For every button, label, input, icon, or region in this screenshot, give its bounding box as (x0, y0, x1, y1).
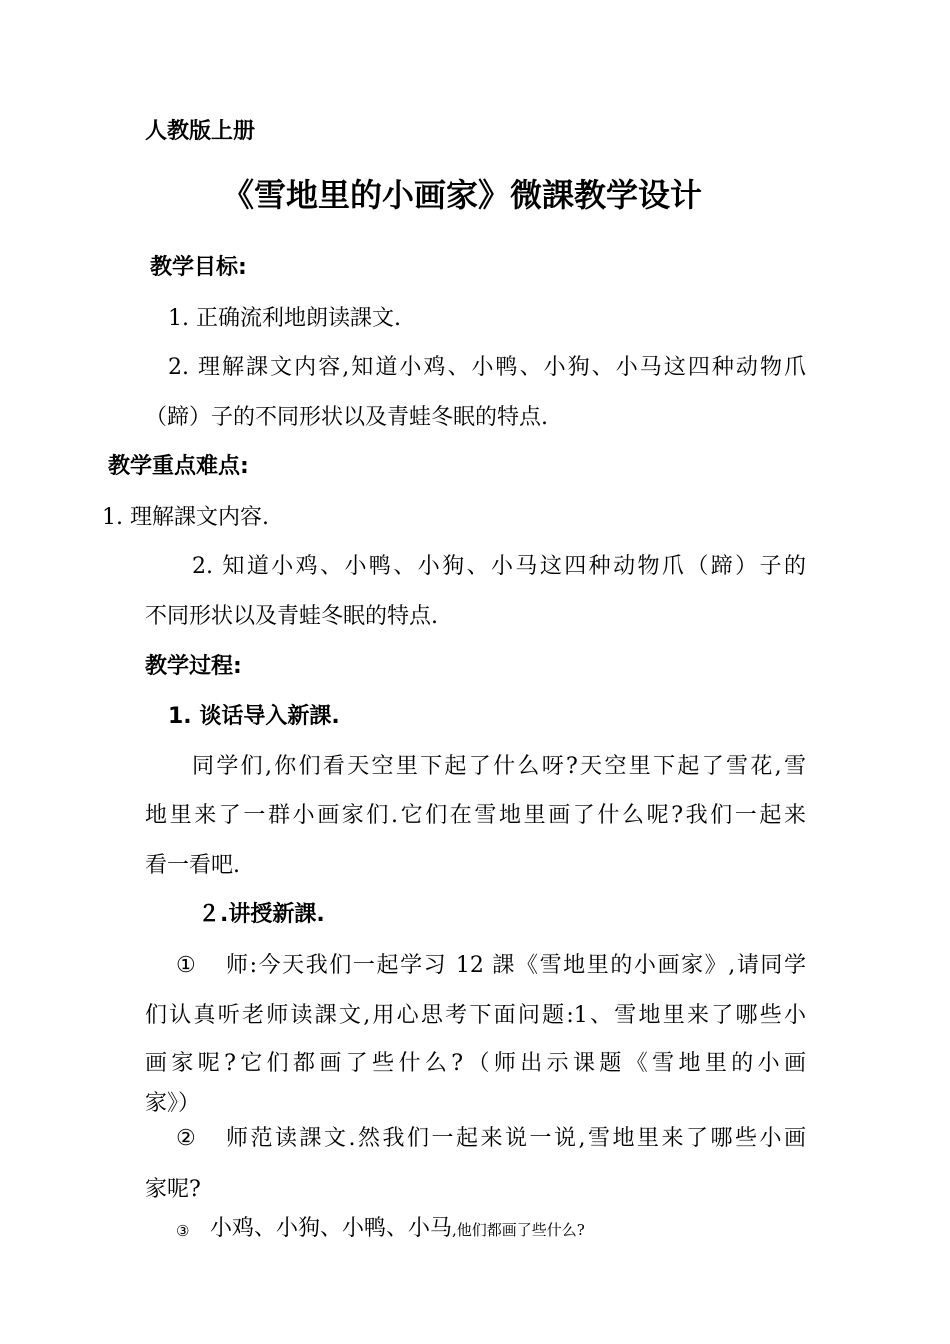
para-1-line-1: 师:今天我们一起学习 12 課《雪地里的小画家》,请同学 (226, 953, 806, 978)
para-1-line-3: 画家呢?它们都画了些什么?（师出示课题《雪地里的小画 (145, 1051, 806, 1076)
step-1-line-1: 同学们,你们看天空里下起了什么呀?天空里下起了雪花,雪 (192, 754, 806, 779)
para-1-line-2: 们认真听老师读課文,用心思考下面问题:1、雪地里来了哪些小 (145, 1003, 806, 1028)
para-1-line-4: 家》） (145, 1091, 201, 1116)
para-3-line (210, 1214, 585, 1245)
para-3-small-text: ,他们都画了些什么? (452, 1221, 585, 1239)
key-point-item-2-line-2: 不同形状以及青蛙冬眠的特点. (145, 604, 438, 629)
key-point-item-1: 1. 理解課文内容. (102, 505, 269, 530)
circle-number-3: ③ (176, 1222, 190, 1240)
circle-number-1: ① (176, 953, 196, 978)
key-point-item-2-line-1: 2. 知道小鸡、小鸭、小狗、小马这四种动物爪（蹄）子的 (192, 554, 806, 579)
step-1-line-3: 看一看吧. (145, 853, 240, 878)
objective-item-2-line-1: 2. 理解課文内容,知道小鸡、小鸭、小狗、小马这四种动物爪 (168, 355, 806, 380)
objective-item-2-line-2: （蹄）子的不同形状以及青蛙冬眠的特点. (145, 405, 548, 430)
objectives-heading: 教学目标: (150, 255, 247, 280)
para-2-line-2: 家呢? (145, 1177, 201, 1202)
step-1-heading: 1. 谈话导入新課. (168, 704, 340, 729)
circle-number-2: ② (176, 1126, 196, 1151)
document-title: 《雪地里的小画家》微課教学设计 (222, 176, 703, 214)
step-1-line-2: 地里来了一群小画家们.它们在雪地里画了什么呢?我们一起来 (145, 803, 806, 828)
key-points-heading: 教学重点难点: (108, 454, 249, 479)
step-2-heading: ２.讲授新課. (198, 902, 325, 927)
para-3-main-text: 小鸡、小狗、小鸭、小马 (210, 1216, 453, 1241)
para-2-line-1: 师范读課文.然我们一起来说一说,雪地里来了哪些小画 (226, 1126, 806, 1151)
edition-label: 人教版上册 (145, 119, 256, 144)
process-heading: 教学过程: (145, 654, 242, 679)
objective-item-1: 1. 正确流利地朗读課文. (168, 306, 401, 331)
